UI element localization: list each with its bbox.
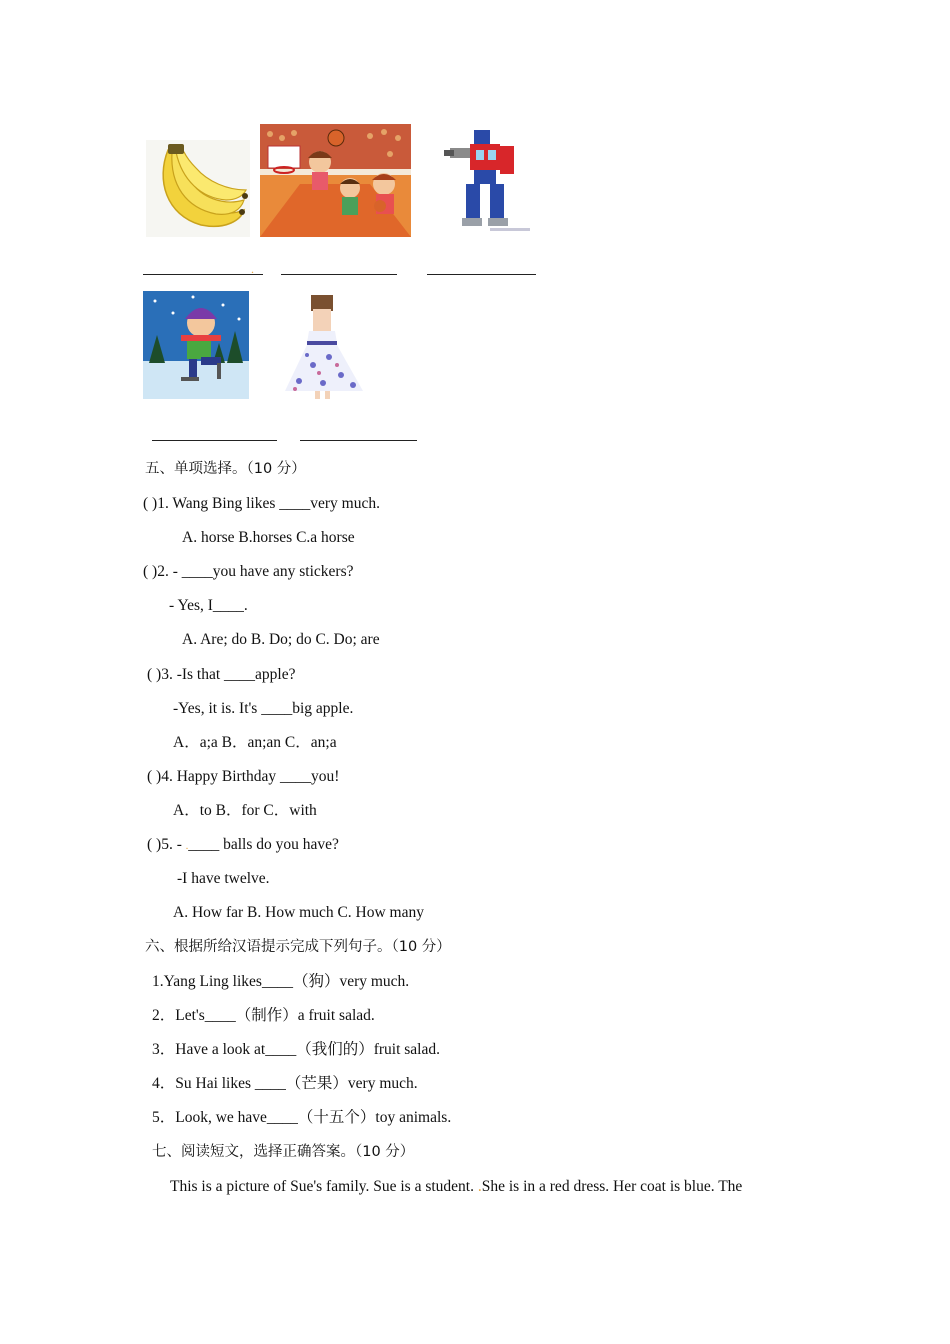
dress-picture [279, 295, 367, 399]
sentence-1: 1.Yang Ling likes____（狗）very much. [152, 973, 410, 990]
question-5-options: A. How far B. How much C. How many [173, 904, 424, 921]
skating-icon [143, 291, 249, 399]
passage-part-2: She is in a red dress. Her coat is blue. The [481, 1178, 743, 1195]
section-6-title: 六、根据所给汉语提示完成下列句子。（10 分） [145, 939, 451, 955]
question-5 [147, 835, 339, 857]
skating-picture [143, 291, 249, 399]
question-3-reply: -Yes, it is. It's ____big apple. [173, 700, 354, 717]
banana-icon [146, 140, 250, 237]
answer-line-5[interactable] [300, 440, 417, 441]
sentence-5: 5．Look, we have____（十五个）toy animals. [152, 1109, 452, 1126]
passage-part-1: This is a picture of Sue's family. Sue is a student. [170, 1178, 478, 1195]
stray-mark: . [477, 1178, 482, 1195]
question-2-options: A. Are; do B. Do; do C. Do; are [182, 631, 380, 648]
section-7-title: 七、阅读短文，选择正确答案。（10 分） [152, 1144, 415, 1160]
question-5-prefix: ( )5. - [147, 836, 186, 853]
question-4: ( )4. Happy Birthday ____you! [147, 768, 340, 785]
answer-line-2[interactable] [281, 274, 397, 275]
question-5-reply: -I have twelve. [177, 870, 270, 887]
question-3-options: A．a;a B．an;an C．an;a [173, 734, 337, 751]
sentence-4: 4．Su Hai likes ____（芒果）very much. [152, 1075, 418, 1092]
question-1: ( )1. Wang Bing likes ____very much. [143, 495, 380, 512]
section-5-title: 五、单项选择。（10 分） [145, 461, 306, 477]
sentence-2: 2．Let's____（制作）a fruit salad. [152, 1007, 375, 1024]
dress-icon [279, 295, 367, 399]
stray-mark: . [185, 841, 189, 852]
robot-icon [430, 128, 540, 237]
question-5-rest: ____ balls do you have? [188, 836, 339, 853]
sentence-3: 3．Have a look at____（我们的）fruit salad. [152, 1041, 440, 1058]
answer-line-4[interactable] [152, 440, 277, 441]
banana-picture [146, 140, 250, 237]
stray-mark: . [251, 262, 254, 276]
question-2: ( )2. - ____you have any stickers? [143, 563, 354, 580]
reading-passage [170, 1177, 742, 1197]
question-3: ( )3. -Is that ____apple? [147, 666, 296, 683]
question-2-reply: - Yes, I____. [169, 597, 248, 614]
question-1-options: A. horse B.horses C.a horse [182, 529, 355, 546]
question-4-options: A．to B．for C．with [173, 802, 317, 819]
answer-line-3[interactable] [427, 274, 536, 275]
answer-line-1[interactable] [143, 274, 263, 275]
basketball-picture [260, 124, 411, 237]
robot-picture [430, 128, 540, 237]
basketball-icon [260, 124, 411, 237]
